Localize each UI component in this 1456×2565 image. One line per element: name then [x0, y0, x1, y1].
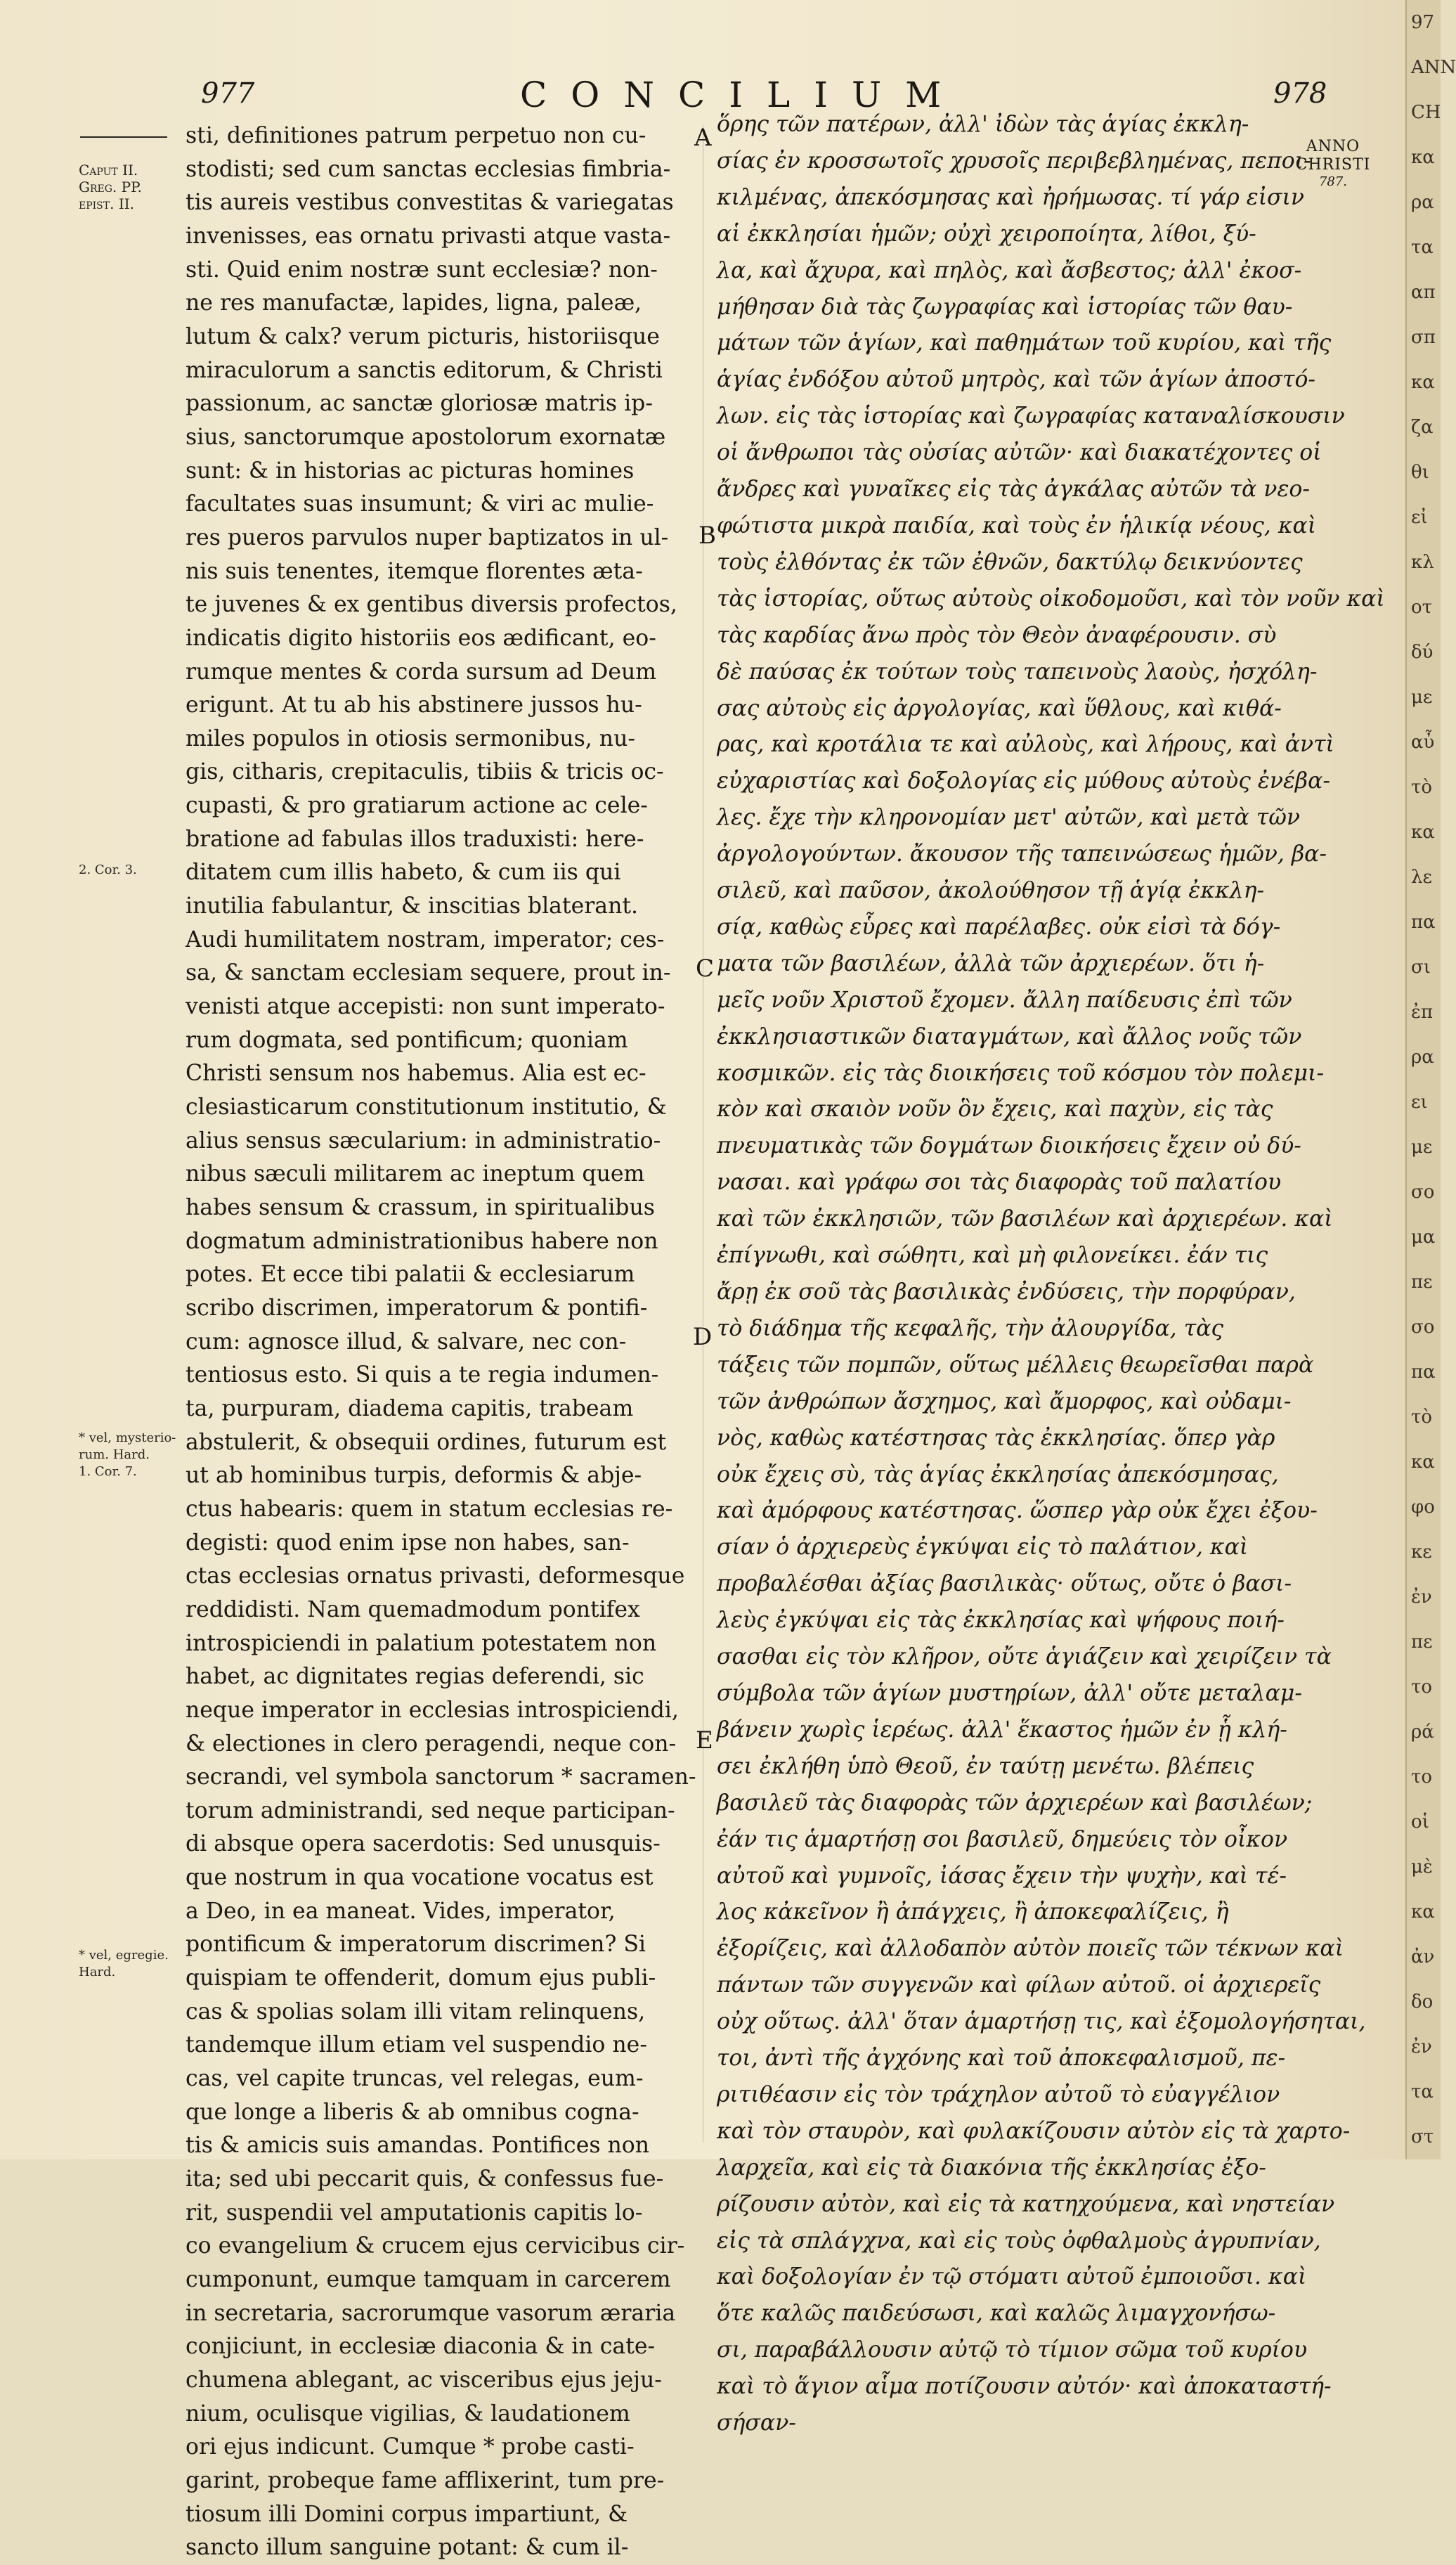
latin-text-line: Christi sensum nos habemus. Alia est ec- — [186, 1061, 646, 1087]
greek-text-line: καὶ δοξολογίαν ἐν τῷ στόματι αὐτοῦ ἐμποιοῦσι. καὶ — [717, 2264, 1307, 2290]
margin-note-egregie: * vel, egregie. Hard. — [79, 1948, 169, 1979]
adjacent-page-fragment: μα — [1411, 1227, 1436, 1248]
greek-text-line: λες. ἔχε τὴν κληρονομίαν μετ' αὐτῶν, καὶ μετὰ τῶν — [717, 805, 1301, 831]
greek-text-line: ὅρης τῶν πατέρων, ἀλλ' ἰδὼν τὰς ἁγίας ἐκκλη- — [717, 112, 1249, 137]
adjacent-page-fragment: λε — [1411, 867, 1432, 888]
latin-text-line: gis, citharis, crepitaculis, tibiis & tricis oc- — [186, 759, 664, 785]
latin-text-line: habes sensum & crassum, in spiritualibus — [186, 1195, 655, 1220]
greek-text-line: καὶ ἀμόρφους κατέστησας. ὥσπερ γὰρ οὐκ ἔχει ἐξου- — [717, 1498, 1318, 1524]
adjacent-page-fragment: κε — [1411, 1542, 1432, 1563]
greek-text-line: τοι, ἀντὶ τῆς ἀγχόνης καὶ τοῦ ἀποκεφαλισμοῦ, πε- — [717, 2046, 1286, 2072]
greek-text-line: ἐπίγνωθι, καὶ σώθητι, καὶ μὴ φιλονείκει. ἐάν τις — [717, 1243, 1268, 1269]
adjacent-page-fragment: τὸ — [1411, 1407, 1433, 1428]
greek-text-line: ἁγίας ἐνδόξου αὐτοῦ μητρὸς, καὶ τῶν ἁγίων ἀποστό- — [717, 367, 1316, 393]
latin-text-line: Audi humilitatem nostram, imperator; ces- — [186, 926, 665, 952]
christi-label: CHRISTI — [1295, 156, 1371, 174]
latin-text-line: cum: agnosce illud, & salvare, nec con- — [186, 1329, 627, 1355]
greek-text-line: ἄρῃ ἐκ σοῦ τὰς βασιλικὰς ἐνδύσεις, τὴν πορφύραν, — [717, 1279, 1296, 1305]
section-letter-e: E — [696, 1726, 713, 1755]
latin-text-line: lutum & calx? verum picturis, historiisque — [186, 323, 660, 349]
adjacent-page-fragment: το — [1411, 1676, 1433, 1698]
latin-text-line: co evangelium & crucem ejus cervicibus cir- — [186, 2233, 685, 2259]
greek-text-line: ὅτε καλῶς παιδεύσωσι, καὶ καλῶς λιμαγχονήσω- — [717, 2301, 1276, 2327]
latin-text-line: nibus sæculi militarem ac ineptum quem — [186, 1161, 645, 1187]
greek-text-line: ἀργολογούντων. ἄκουσον τῆς ταπεινώσεως ἡμῶν, βα- — [717, 841, 1327, 867]
latin-text-line: indicatis digito historiis eos ædificant, eo- — [186, 625, 656, 651]
greek-text-line: κὸν καὶ σκαιὸν νοῦν ὃν ἔχεις, καὶ παχὺν, εἰς τὰς — [717, 1097, 1273, 1123]
latin-text-line: reddidisti. Nam quemadmodum pontifex — [186, 1596, 640, 1622]
latin-text-line: invenisses, eas ornatu privasti atque vasta- — [186, 223, 671, 249]
adjacent-page-fragment: μὲ — [1411, 1856, 1433, 1878]
adjacent-page-fragment: δο — [1411, 1991, 1434, 2012]
adjacent-page-fragment: αὖ — [1411, 732, 1435, 753]
latin-text-line: habet, ac dignitates regias deferendi, sic — [186, 1664, 644, 1690]
latin-text-line: di absque opera sacerdotis: Sed unusquis- — [186, 1831, 661, 1857]
greek-text-line: ριτιθέασιν εἰς τὸν τράχηλον αὐτοῦ τὸ εὐαγγέλιον — [717, 2081, 1280, 2107]
latin-text-line: rum dogmata, sed pontificum; quoniam — [186, 1027, 628, 1053]
greek-text-line: τὰς ἱστορίας, οὕτως αὐτοὺς οἰκοδομοῦσι, καὶ τὸν νοῦν καὶ — [717, 586, 1385, 612]
greek-text-line: ρας, καὶ κροτάλια τε καὶ αὐλοὺς, καὶ λήρους, καὶ ἀντὶ — [717, 732, 1334, 758]
margin-rule — [80, 136, 167, 138]
latin-text-line: nium, oculisque vigilias, & laudationem — [186, 2401, 630, 2427]
latin-text-line: & electiones in clero peragendi, neque con- — [186, 1731, 677, 1757]
greek-text-line: αἱ ἐκκλησίαι ἡμῶν; οὐχὶ χειροποίητα, λίθοι, ξύ- — [717, 221, 1256, 247]
latin-text-line: sunt: & in historias ac picturas homines — [186, 458, 635, 484]
latin-text-line: tis & amicis suis amandas. Pontifices non — [186, 2133, 650, 2159]
adjacent-page-fragment: κα — [1411, 822, 1435, 843]
latin-text-line: chumena ablegant, ac visceribus ejus jeju- — [186, 2367, 662, 2393]
latin-text-line: stodisti; sed cum sanctas ecclesias fimbria- — [186, 156, 671, 182]
section-letter-c: C — [696, 955, 715, 983]
greek-text-line: νασαι. καὶ γράφω σοι τὰς διαφορὰς τοῦ παλατίου — [717, 1170, 1282, 1196]
greek-text-line: καὶ τὸν σταυρὸν, καὶ φυλακίζουσιν αὐτὸν εἰς τὰ χαρτο- — [717, 2118, 1351, 2144]
latin-text-line: introspiciendi in palatium potestatem non — [186, 1630, 657, 1656]
adjacent-page-fragment: δύ — [1411, 642, 1434, 663]
latin-text-line: conjiciunt, in ecclesiæ diaconia & in cate- — [186, 2334, 656, 2360]
greek-text-line: βάνειν χωρὶς ἱερέως. ἀλλ' ἕκαστος ἡμῶν ἐν ᾗ κλή- — [717, 1717, 1287, 1743]
adjacent-page-fragment: θι — [1411, 462, 1429, 483]
greek-text-line: σι, παραβάλλουσιν αὐτῷ τὸ τίμιον σῶμα τοῦ κυρίου — [717, 2337, 1308, 2363]
latin-text-line: sa, & sanctam ecclesiam sequere, prout in- — [186, 960, 671, 986]
adjacent-page-fragment: κα — [1411, 1901, 1435, 1923]
latin-text-line: miles populos in otiosis sermonibus, nu- — [186, 725, 636, 751]
latin-text-line: rit, suspendii vel amputationis capitis lo- — [186, 2199, 643, 2225]
latin-text-line: garint, probeque fame afflixerint, tum pre- — [186, 2467, 665, 2493]
adjacent-page-fragment: ρά — [1411, 1721, 1434, 1743]
margin-note-mysteriorum: * vel, mysterio- rum. Hard. 1. Cor. 7. — [79, 1430, 176, 1479]
latin-text-line: pontificum & imperatorum discrimen? Si — [186, 1932, 646, 1958]
latin-text-line: tis aureis vestibus convestitas & variegatas — [186, 190, 674, 216]
adjacent-page-fragment: πα — [1411, 1362, 1436, 1383]
latin-text-line: que longe a liberis & ab omnibus cogna- — [186, 2099, 639, 2125]
adjacent-page-fragment: με — [1411, 687, 1433, 708]
latin-text-line: res pueros parvulos nuper baptizatos in ul- — [186, 524, 669, 550]
greek-text-line: λων. εἰς τὰς ἱστορίας καὶ ζωγραφίας καταναλίσκουσιν — [717, 403, 1345, 429]
greek-text-line: κιλμένας, ἀπεκόσμησας καὶ ἠρήμωσας. τί γάρ εἰσιν — [717, 184, 1305, 210]
latin-text-line: sius, sanctorumque apostolorum exornatæ — [186, 424, 666, 450]
adjacent-page-fragment: στ — [1411, 2126, 1434, 2147]
greek-text-line: λος κἀκεῖνον ἢ ἀπάγχεις, ἢ ἀποκεφαλίζεις, ἢ — [717, 1899, 1229, 1925]
latin-text-line: facultates suas insumunt; & viri ac mulie- — [186, 491, 654, 517]
latin-text-line: ditatem cum illis habeto, & cum iis qui — [186, 860, 621, 886]
adjacent-page-fragment: κα — [1411, 1452, 1435, 1473]
latin-text-line: inutilia fabulantur, & inscitias blaterant. — [186, 893, 639, 919]
greek-text-line: ρίζουσιν αὐτὸν, καὶ εἰς τὰ κατηχούμενα, καὶ νηστείαν — [717, 2191, 1335, 2217]
greek-text-line: οἱ ἄνθρωποι τὰς οὐσίας αὐτῶν· καὶ διακατέχοντες οἱ — [717, 440, 1322, 466]
greek-text-line: οὐχ οὕτως. ἀλλ' ὅταν ἁμαρτήσῃ τις, καὶ ἐξομολογήσηται, — [717, 2009, 1366, 2035]
latin-text-line: cas & spolias solam illi vitam relinquens, — [186, 1998, 646, 2024]
greek-text-line: μάτων τῶν ἁγίων, καὶ παθημάτων τοῦ κυρίου, καὶ τῆς — [717, 330, 1332, 356]
latin-text-line: quispiam te offenderit, domum ejus publi- — [186, 1965, 656, 1991]
latin-text-line: degisti: quod enim ipse non habes, san- — [186, 1530, 630, 1556]
adjacent-page-fragment: κα — [1411, 147, 1435, 168]
latin-text-line: alius sensus sæcularium: in administratio- — [186, 1128, 661, 1154]
greek-text-line: ματα τῶν βασιλέων, ἀλλὰ τῶν ἀρχιερέων. ὅτι ἡ- — [717, 950, 1265, 976]
latin-text-line: cumponunt, eumque tamquam in carcerem — [186, 2267, 671, 2292]
section-letter-d: D — [693, 1323, 713, 1351]
latin-text-line: neque imperator in ecclesias introspiciendi, — [186, 1697, 679, 1723]
latin-text-line: passionum, ac sanctæ gloriosæ matris ip- — [186, 391, 653, 417]
adjacent-page-fragment: ει — [1411, 1092, 1428, 1113]
latin-text-line: cupasti, & pro gratiarum actione ac cele- — [186, 793, 648, 819]
adjacent-page-fragment: ἀν — [1411, 1946, 1435, 1968]
latin-column — [186, 119, 696, 2565]
adjacent-page-fragment: σο — [1411, 1182, 1435, 1203]
latin-text-line: erigunt. At tu ab his abstinere jussos hu- — [186, 692, 642, 718]
margin-note-caput: Caput II. Greg. PP. epist. II. — [79, 162, 142, 212]
latin-text-line: torum administrandi, sed neque participan- — [186, 1797, 675, 1823]
latin-text-line: miraculorum a sanctis editorum, & Christi — [186, 357, 663, 383]
section-letter-b: B — [698, 522, 716, 550]
latin-text-line: ori ejus indicunt. Cumque * probe casti- — [186, 2434, 635, 2460]
adjacent-page-edge — [1405, 0, 1456, 2159]
adjacent-page-fragment: οἱ — [1411, 1811, 1429, 1833]
adjacent-page-fragment: τα — [1411, 237, 1434, 258]
latin-text-line: ne res manufactæ, lapides, ligna, paleæ, — [186, 290, 642, 316]
adjacent-page-fragment: σο — [1411, 1317, 1435, 1338]
greek-text-line: φώτιστα μικρὰ παιδία, καὶ τοὺς ἐν ἡλικίᾳ νέους, καὶ — [717, 512, 1317, 538]
latin-text-line: dogmatum administrationibus habere non — [186, 1228, 658, 1254]
latin-text-line: rumque mentes & corda sursum ad Deum — [186, 659, 657, 685]
greek-text-line: σας αὐτοὺς εἰς ἀργολογίας, καὶ ὕθλους, καὶ κιθά- — [717, 695, 1282, 721]
adjacent-page-fragment: εἰ — [1411, 507, 1428, 528]
adjacent-page-fragment: σπ — [1411, 327, 1436, 348]
greek-text-line: αὐτοῦ καὶ γυμνοῖς, ἰάσας ἔχειν τὴν ψυχὴν, καὶ τέ- — [717, 1863, 1287, 1889]
adjacent-page-fragment: CH — [1411, 102, 1441, 123]
greek-text-line: σει ἐκλήθη ὑπὸ Θεοῦ, ἐν ταύτῃ μενέτω. βλέπεις — [717, 1753, 1254, 1779]
greek-text-line: καὶ τῶν ἐκκλησιῶν, τῶν βασιλέων καὶ ἀρχιερέων. καὶ — [717, 1206, 1333, 1232]
latin-text-line: ut ab hominibus turpis, deformis & abje- — [186, 1463, 642, 1489]
greek-text-line: σήσαν- — [717, 2410, 796, 2436]
greek-text-line: μήθησαν διὰ τὰς ζωγραφίας καὶ ἱστορίας τῶν θαυ- — [717, 294, 1293, 320]
greek-text-line: προβαλέσθαι ἀξίας βασιλικὰς· οὕτως, οὔτε ὁ βασι- — [717, 1571, 1292, 1597]
greek-text-line: σιλεῦ, καὶ παῦσον, ἀκολούθησον τῇ ἁγίᾳ ἐκκλη- — [717, 878, 1265, 904]
adjacent-page-fragment: οτ — [1411, 597, 1433, 618]
anno-year: 787. — [1318, 174, 1348, 189]
adjacent-page-fragment: ANN — [1411, 57, 1456, 78]
greek-text-line: τὰς καρδίας ἄνω πρὸς τὸν Θεὸν ἀναφέρουσιν. σὺ — [717, 622, 1277, 648]
latin-text-line: abstulerit, & obsequii ordines, futurum est — [186, 1429, 667, 1455]
adjacent-page-fragment: τα — [1411, 2081, 1434, 2102]
adjacent-page-fragment: ἐπ — [1411, 1002, 1434, 1023]
latin-text-line: in secretaria, sacrorumque vasorum æraria — [186, 2300, 676, 2326]
latin-text-line: potes. Et ecce tibi palatii & ecclesiarum — [186, 1262, 635, 1288]
greek-text-line: εἰς τὰ σπλάγχνα, καὶ εἰς τοὺς ὀφθαλμοὺς ἀγρυπνίαν, — [717, 2228, 1321, 2254]
greek-text-line: λαρχεῖα, καὶ εἰς τὰ διακόνια τῆς ἐκκλησίας ἐξο- — [717, 2154, 1266, 2180]
latin-text-line: tiosum illi Domini corpus impartiunt, & — [186, 2501, 628, 2527]
greek-text-line: σίαν ὁ ἀρχιερεὺς ἐγκύψαι εἰς τὸ παλάτιον, καὶ — [717, 1535, 1249, 1561]
greek-text-line: τοὺς ἐλθόντας ἐκ τῶν ἐθνῶν, δακτύλῳ δεικνύοντες — [717, 549, 1303, 575]
greek-text-line: λα, καὶ ἄχυρα, καὶ πηλὸς, καὶ ἄσβεστος; ἀλλ' ἐκοσ- — [717, 257, 1302, 283]
greek-text-line: λεὺς ἐγκύψαι εἰς τὰς ἐκκλησίας καὶ ψήφους ποιή- — [717, 1608, 1285, 1634]
adjacent-page-fragment: απ — [1411, 282, 1436, 303]
latin-text-line: sancto illum sanguine potant: & cum il- — [186, 2535, 629, 2561]
latin-text-line: bratione ad fabulas illos traduxisti: here- — [186, 826, 644, 852]
latin-text-line: scribo discrimen, imperatorum & pontifi- — [186, 1295, 648, 1321]
latin-text-line: tentiosus esto. Si quis a te regia indumen- — [186, 1362, 659, 1388]
latin-text-line: nis suis tenentes, itemque florentes æta- — [186, 558, 643, 584]
adjacent-page-fragment: ἐν — [1411, 1587, 1432, 1608]
greek-text-line: μεῖς νοῦν Χριστοῦ ἔχομεν. ἄλλη παίδευσις ἐπὶ τῶν — [717, 987, 1292, 1013]
latin-text-line: que nostrum in qua vocatione vocatus est — [186, 1865, 654, 1891]
greek-text-line: ἐξορίζεις, καὶ ἀλλοδαπὸν αὐτὸν ποιεῖς τῶν τέκνων καὶ — [717, 1936, 1344, 1962]
adjacent-page-fragment: ρα — [1411, 1047, 1434, 1068]
adjacent-page-fragment: πε — [1411, 1632, 1433, 1653]
latin-text-line: sti. Quid enim nostræ sunt ecclesiæ? non- — [186, 257, 658, 283]
adjacent-page-fragment: με — [1411, 1137, 1433, 1158]
greek-text-line: πνευματικὰς τῶν δογμάτων διοικήσεις ἔχειν οὐ δύ- — [717, 1133, 1301, 1159]
latin-text-line: clesiasticarum constitutionum institutio, & — [186, 1094, 667, 1120]
greek-text-line: σίᾳ, καθὼς εὗρες καὶ παρέλαβες. οὐκ εἰσὶ τὰ δόγ- — [717, 914, 1281, 940]
section-letter-a: A — [694, 124, 712, 152]
greek-text-line: δὲ παύσας ἐκ τούτων τοὺς ταπεινοὺς λαοὺς, ἠσχόλη- — [717, 659, 1318, 685]
adjacent-page-fragment: ἐν — [1411, 2036, 1432, 2057]
latin-text-line: ctas ecclesias ornatus privasti, deformesque — [186, 1563, 685, 1589]
greek-text-line: σασθαι εἰς τὸν κλῆρον, οὔτε ἁγιάζειν καὶ χειρίζειν τὰ — [717, 1644, 1332, 1670]
latin-text-line: secrandi, vel symbola sanctorum * sacramen- — [186, 1764, 696, 1790]
left-page-number: 977 — [201, 77, 255, 110]
right-page-number: 978 — [1273, 77, 1327, 110]
adjacent-page-fragment: ζα — [1411, 417, 1434, 438]
latin-text-line: a Deo, in ea maneat. Vides, imperator, — [186, 1898, 616, 1924]
adjacent-page-fragment: πε — [1411, 1272, 1433, 1293]
greek-text-line: ἐκκλησιαστικῶν διαταγμάτων, καὶ ἄλλος νοῦς τῶν — [717, 1023, 1302, 1049]
latin-text-line: venisti atque accepisti: non sunt imperato- — [186, 994, 665, 1020]
greek-text-line: πάντων τῶν συγγενῶν καὶ φίλων αὐτοῦ. οἱ ἀρχιερεῖς — [717, 1972, 1321, 1998]
greek-text-line: καὶ τὸ ἅγιον αἷμα ποτίζουσιν αὐτόν· καὶ ἀποκαταστή- — [717, 2374, 1332, 2400]
greek-text-line: σύμβολα τῶν ἁγίων μυστηρίων, ἀλλ' οὔτε μεταλαμ- — [717, 1680, 1303, 1706]
adjacent-page-fragment: σι — [1411, 957, 1431, 978]
latin-text-line: ta, purpuram, diadema capitis, trabeam — [186, 1395, 634, 1421]
latin-text-line: te juvenes & ex gentibus diversis profectos, — [186, 592, 677, 618]
adjacent-page-fragment: πα — [1411, 912, 1436, 933]
greek-text-line: τάξεις τῶν πομπῶν, οὕτως μέλλεις θεωρεῖσθαι παρὰ — [717, 1352, 1314, 1378]
greek-text-line: εὐχαριστίας καὶ δοξολογίας εἰς μύθους αὐτοὺς ἐνέβα- — [717, 768, 1331, 794]
adjacent-page-fragment: τὸ — [1411, 777, 1433, 798]
adjacent-page-fragment: κλ — [1411, 552, 1434, 573]
adjacent-page-fragment: φο — [1411, 1497, 1435, 1518]
greek-text-line: κοσμικῶν. εἰς τὰς διοικήσεις τοῦ κόσμου τὸν πολεμι- — [717, 1060, 1325, 1086]
greek-text-line: οὐκ ἔχεις σὺ, τὰς ἁγίας ἐκκλησίας ἀπεκόσμησας, — [717, 1461, 1279, 1487]
latin-text-line: ctus habearis: quem in statum ecclesias re- — [186, 1496, 673, 1522]
latin-text-line: tandemque illum etiam vel suspendio ne- — [186, 2032, 647, 2058]
greek-text-line: τὸ διάδημα τῆς κεφαλῆς, τὴν ἀλουργίδα, τὰς — [717, 1315, 1224, 1341]
latin-text-line: ita; sed ubi peccarit quis, & confessus fue- — [186, 2166, 664, 2192]
greek-text-line: σίας ἐν κροσσωτοῖς χρυσοῖς περιβεβλημένας, πεποι- — [717, 148, 1311, 174]
greek-text-line: νὸς, καθὼς κατέστησας τὰς ἐκκλησίας. ὅπερ γὰρ — [717, 1425, 1275, 1451]
margin-note-cor3: 2. Cor. 3. — [79, 862, 137, 877]
adjacent-page-fragment: κα — [1411, 372, 1435, 393]
greek-text-line: ἄνδρες καὶ γυναῖκες εἰς τὰς ἀγκάλας αὐτῶν τὰ νεο- — [717, 477, 1310, 503]
adjacent-page-fragment: 97 — [1411, 12, 1435, 33]
greek-text-line: ἐάν τις ἁμαρτήσῃ σοι βασιλεῦ, δημεύεις τὸν οἶκον — [717, 1826, 1288, 1852]
greek-text-line: τῶν ἀνθρώπων ἄσχημος, καὶ ἄμορφος, καὶ οὐδαμι- — [717, 1388, 1292, 1414]
latin-text-line: cas, vel capite truncas, vel relegas, eum- — [186, 2066, 644, 2092]
adjacent-page-fragment: ρα — [1411, 192, 1434, 213]
adjacent-page-fragment: το — [1411, 1766, 1433, 1788]
latin-text-line: sti, definitiones patrum perpetuo non cu- — [186, 123, 646, 148]
anno-label: ANNO — [1306, 138, 1360, 155]
greek-text-line: βασιλεῦ τὰς διαφορὰς τῶν ἀρχιερέων καὶ βασιλέων; — [717, 1790, 1313, 1816]
running-title: CONCILIUM — [520, 75, 966, 115]
